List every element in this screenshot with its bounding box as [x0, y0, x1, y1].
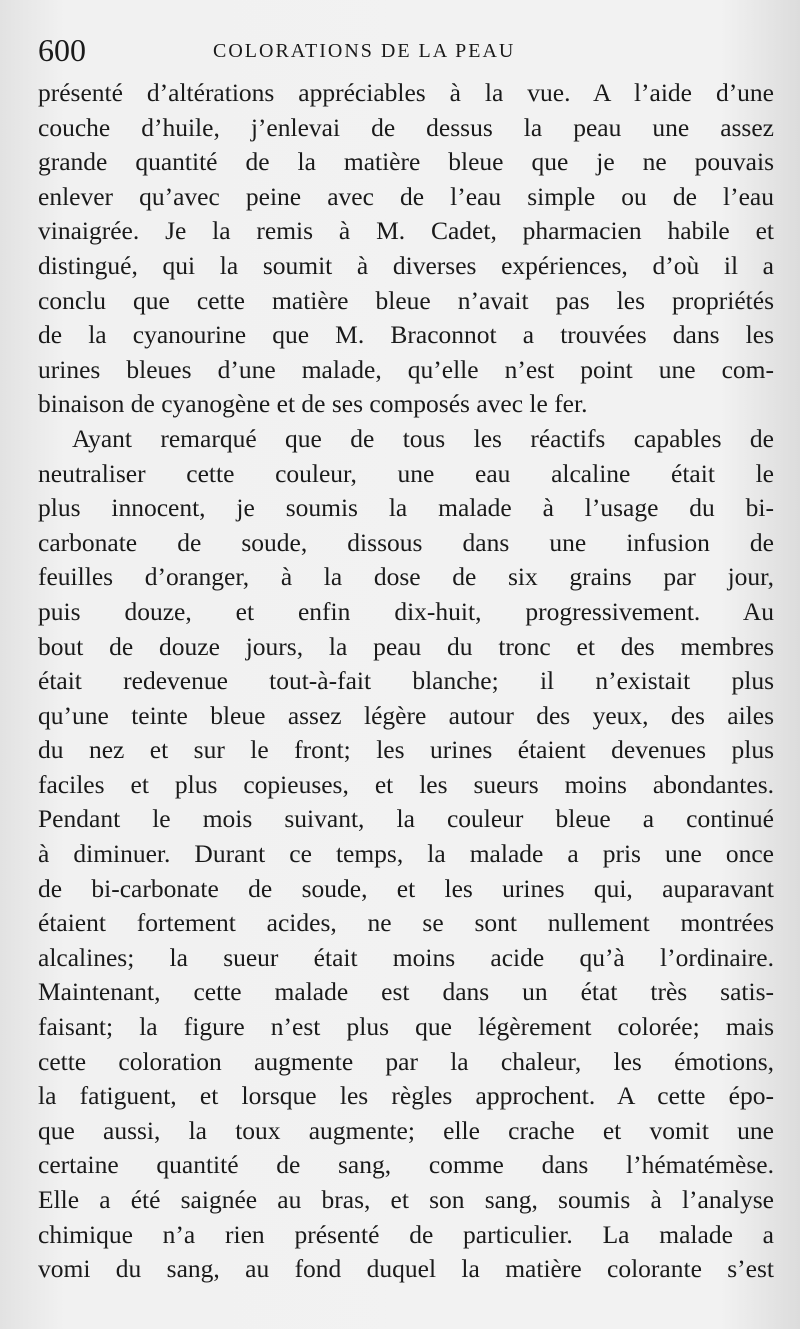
text-line: urines bleues d’une malade, qu’elle n’est point une com-	[38, 354, 774, 384]
page-header	[38, 30, 778, 70]
text-line: enlever qu’avec peine avec de l’eau simple ou de l’eau	[38, 181, 774, 211]
text-line: vomi du sang, au fond duquel la matière colorante s’est	[38, 1254, 774, 1284]
text-line: certaine quantité de sang, comme dans l’hématémèse.	[38, 1150, 774, 1180]
text-line: de bi-carbonate de soude, et les urines qui, auparavant	[38, 873, 774, 903]
text-line: qu’une teinte bleue assez légère autour des yeux, des ailes	[38, 700, 774, 730]
text-line: grande quantité de la matière bleue que je ne pouvais	[38, 147, 774, 177]
text-line: que aussi, la toux augmente; elle crache et vomit une	[38, 1115, 774, 1145]
text-line: étaient fortement acides, ne se sont nullement montrées	[38, 908, 774, 938]
text-line: du nez et sur le front; les urines étaient devenues plus	[38, 735, 774, 765]
text-line: à diminuer. Durant ce temps, la malade a pris une once	[38, 839, 774, 869]
text-line: de la cyanourine que M. Braconnot a trouvées dans les	[38, 320, 774, 350]
text-line: vinaigrée. Je la remis à M. Cadet, pharmacien habile et	[38, 216, 774, 246]
text-line: faciles et plus copieuses, et les sueurs moins abondantes.	[38, 769, 774, 799]
text-line: distingué, qui la soumit à diverses expériences, d’où il a	[38, 250, 774, 280]
text-line: conclu que cette matière bleue n’avait pas les propriétés	[38, 285, 774, 315]
text-line: neutraliser cette couleur, une eau alcaline était le	[38, 458, 774, 488]
text-line: couche d’huile, j’enlevai de dessus la peau une assez	[38, 112, 774, 142]
text-line: carbonate de soude, dissous dans une infusion de	[38, 527, 774, 557]
text-line: présenté d’altérations appréciables à la vue. A l’aide d’une	[38, 78, 774, 107]
text-line: cette coloration augmente par la chaleur, les émotions,	[38, 1046, 774, 1076]
text-line: bout de douze jours, la peau du tronc et des membres	[38, 631, 774, 661]
body-text	[38, 76, 774, 1287]
text-line: chimique n’a rien présenté de particulier. La malade a	[38, 1219, 774, 1249]
text-line: feuilles d’oranger, à la dose de six grains par jour,	[38, 562, 774, 592]
text-line: faisant; la figure n’est plus que légèrement colorée; mais	[38, 1012, 774, 1042]
running-title: COLORATIONS DE LA PEAU	[213, 40, 516, 62]
text-line: Maintenant, cette malade est dans un état très satis-	[38, 977, 774, 1007]
text-line: Pendant le mois suivant, la couleur bleue a continué	[38, 804, 774, 834]
text-line: plus innocent, je soumis la malade à l’usage du bi-	[38, 493, 774, 523]
text-line: binaison de cyanogène et de ses composés avec le fer.	[38, 389, 588, 419]
text-line: alcalines; la sueur était moins acide qu’à l’ordinaire.	[38, 942, 774, 972]
paragraph-start-line: Ayant remarqué que de tous les réactifs capables de	[72, 423, 774, 453]
text-line: la fatiguent, et lorsque les règles approchent. A cette épo-	[38, 1081, 774, 1111]
text-line: puis douze, et enfin dix-huit, progressivement. Au	[38, 596, 774, 626]
page-number: 600	[38, 32, 86, 68]
text-line: était redevenue tout-à-fait blanche; il n’existait plus	[38, 666, 774, 696]
text-line: Elle a été saignée au bras, et son sang, soumis à l’analyse	[38, 1185, 774, 1214]
